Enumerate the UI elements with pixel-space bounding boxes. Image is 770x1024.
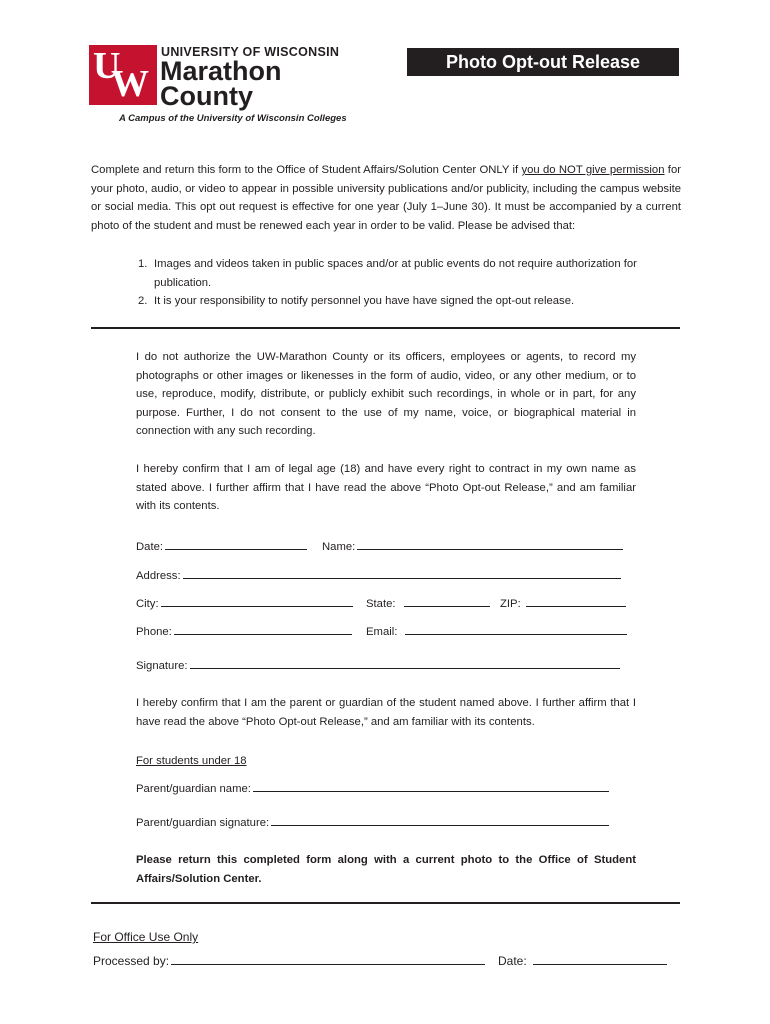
guardian-name-label: Parent/guardian name: <box>136 783 251 795</box>
state-label: State: <box>366 598 396 610</box>
city-line[interactable] <box>161 595 353 607</box>
divider <box>91 327 680 329</box>
advisory-list <box>138 255 683 311</box>
logo-campus-line1: Marathon <box>160 56 282 86</box>
under-18-heading-text: For students under 18 <box>136 755 247 767</box>
name-line[interactable] <box>357 538 623 550</box>
processed-by-line[interactable] <box>171 953 485 965</box>
intro-rest: for your photo, audio, or video to appear in possible university publications and/or publicity, including the campus website or social media. This opt out request is effective for one year (July 1–June 30). It must be accompanied by a current photo of the student and must be renewed each year in order to be valid. Please be advised that: <box>91 164 681 232</box>
email-field[interactable] <box>366 623 627 640</box>
signature-line[interactable] <box>190 657 620 669</box>
office-use-heading <box>93 929 198 945</box>
date-field[interactable] <box>136 538 307 555</box>
university-logo <box>89 45 389 130</box>
phone-field[interactable] <box>136 623 352 640</box>
zip-field[interactable] <box>500 595 626 612</box>
zip-line[interactable] <box>526 595 626 607</box>
date-label: Date: <box>136 541 164 553</box>
guardian-name-field[interactable] <box>136 780 609 797</box>
office-date-field[interactable] <box>498 953 667 969</box>
logo-tagline: A Campus of the University of Wisconsin Colleges <box>119 113 347 124</box>
under-18-heading <box>136 753 247 769</box>
state-field[interactable] <box>366 595 490 612</box>
guardian-signature-field[interactable] <box>136 814 609 831</box>
guardian-signature-line[interactable] <box>271 814 609 826</box>
form-title: Photo Opt-out Release <box>407 48 679 76</box>
intro-paragraph <box>91 161 681 235</box>
divider <box>91 902 680 904</box>
office-use-heading-text: For Office Use Only <box>93 930 199 944</box>
guardian-confirm-paragraph: I hereby confirm that I am the parent or guardian of the student named above. I further affirm that I have read the above “Photo Opt-out Release,” and am familiar with its contents. <box>136 697 636 728</box>
city-label: City: <box>136 598 159 610</box>
email-line[interactable] <box>405 623 627 635</box>
intro-underlined: you do NOT give permission <box>521 164 665 176</box>
name-field[interactable] <box>322 538 623 555</box>
list-item <box>138 292 683 311</box>
processed-by-field[interactable] <box>93 953 485 969</box>
list-text: It is your responsibility to notify personnel you have have signed the opt-out release. <box>154 295 575 308</box>
logo-university-line: UNIVERSITY OF WISCONSIN <box>161 45 340 59</box>
name-label: Name: <box>322 541 356 553</box>
zip-label: ZIP: <box>500 598 521 610</box>
city-field[interactable] <box>136 595 353 612</box>
release-paragraph: I do not authorize the UW-Marathon County or its officers, employees or agents, to record my photographs or other images or likenesses in the form of audio, video, or any other medium, or to use, reproduce, modify, distribute, or publicly exhibit such recordings, in whole or in part, for any purpose. Further, I do not consent to the use of my name, voice, or biographical material in connection with any such recording. <box>136 351 636 438</box>
guardian-name-line[interactable] <box>253 780 609 792</box>
signature-label: Signature: <box>136 660 188 672</box>
address-label: Address: <box>136 570 181 582</box>
return-instructions: Please return this completed form along with a current photo to the Office of Student Affairs/Solution Center. <box>136 854 636 885</box>
address-field[interactable] <box>136 567 621 584</box>
logo-mark-u: U <box>93 45 121 87</box>
legal-age-paragraph: I hereby confirm that I am of legal age (18) and have every right to contract in my own name as stated above. I further affirm that I have read the above “Photo Opt-out Release,” and am familiar with its contents. <box>136 463 636 513</box>
phone-line[interactable] <box>174 623 352 635</box>
intro-lead: Complete and return this form to the Office of Student Affairs/Solution Center ONLY if <box>91 164 522 176</box>
phone-label: Phone: <box>136 626 172 638</box>
office-date-label: Date: <box>498 954 527 968</box>
uw-logo-mark <box>89 45 157 105</box>
list-text: Images and videos taken in public spaces and/or at public events do not require authorization for publication. <box>154 258 637 289</box>
state-line[interactable] <box>404 595 490 607</box>
list-number: 1. <box>138 258 148 270</box>
office-date-line[interactable] <box>533 953 667 965</box>
email-label: Email: <box>366 626 398 638</box>
signature-field[interactable] <box>136 657 620 674</box>
address-line[interactable] <box>183 567 621 579</box>
processed-by-label: Processed by: <box>93 954 170 968</box>
list-item <box>138 255 683 292</box>
guardian-signature-label: Parent/guardian signature: <box>136 817 270 829</box>
logo-campus-line2: County <box>160 81 253 111</box>
date-line[interactable] <box>165 538 307 550</box>
list-number: 2. <box>138 295 148 308</box>
logo-mark-w: W <box>111 63 149 105</box>
